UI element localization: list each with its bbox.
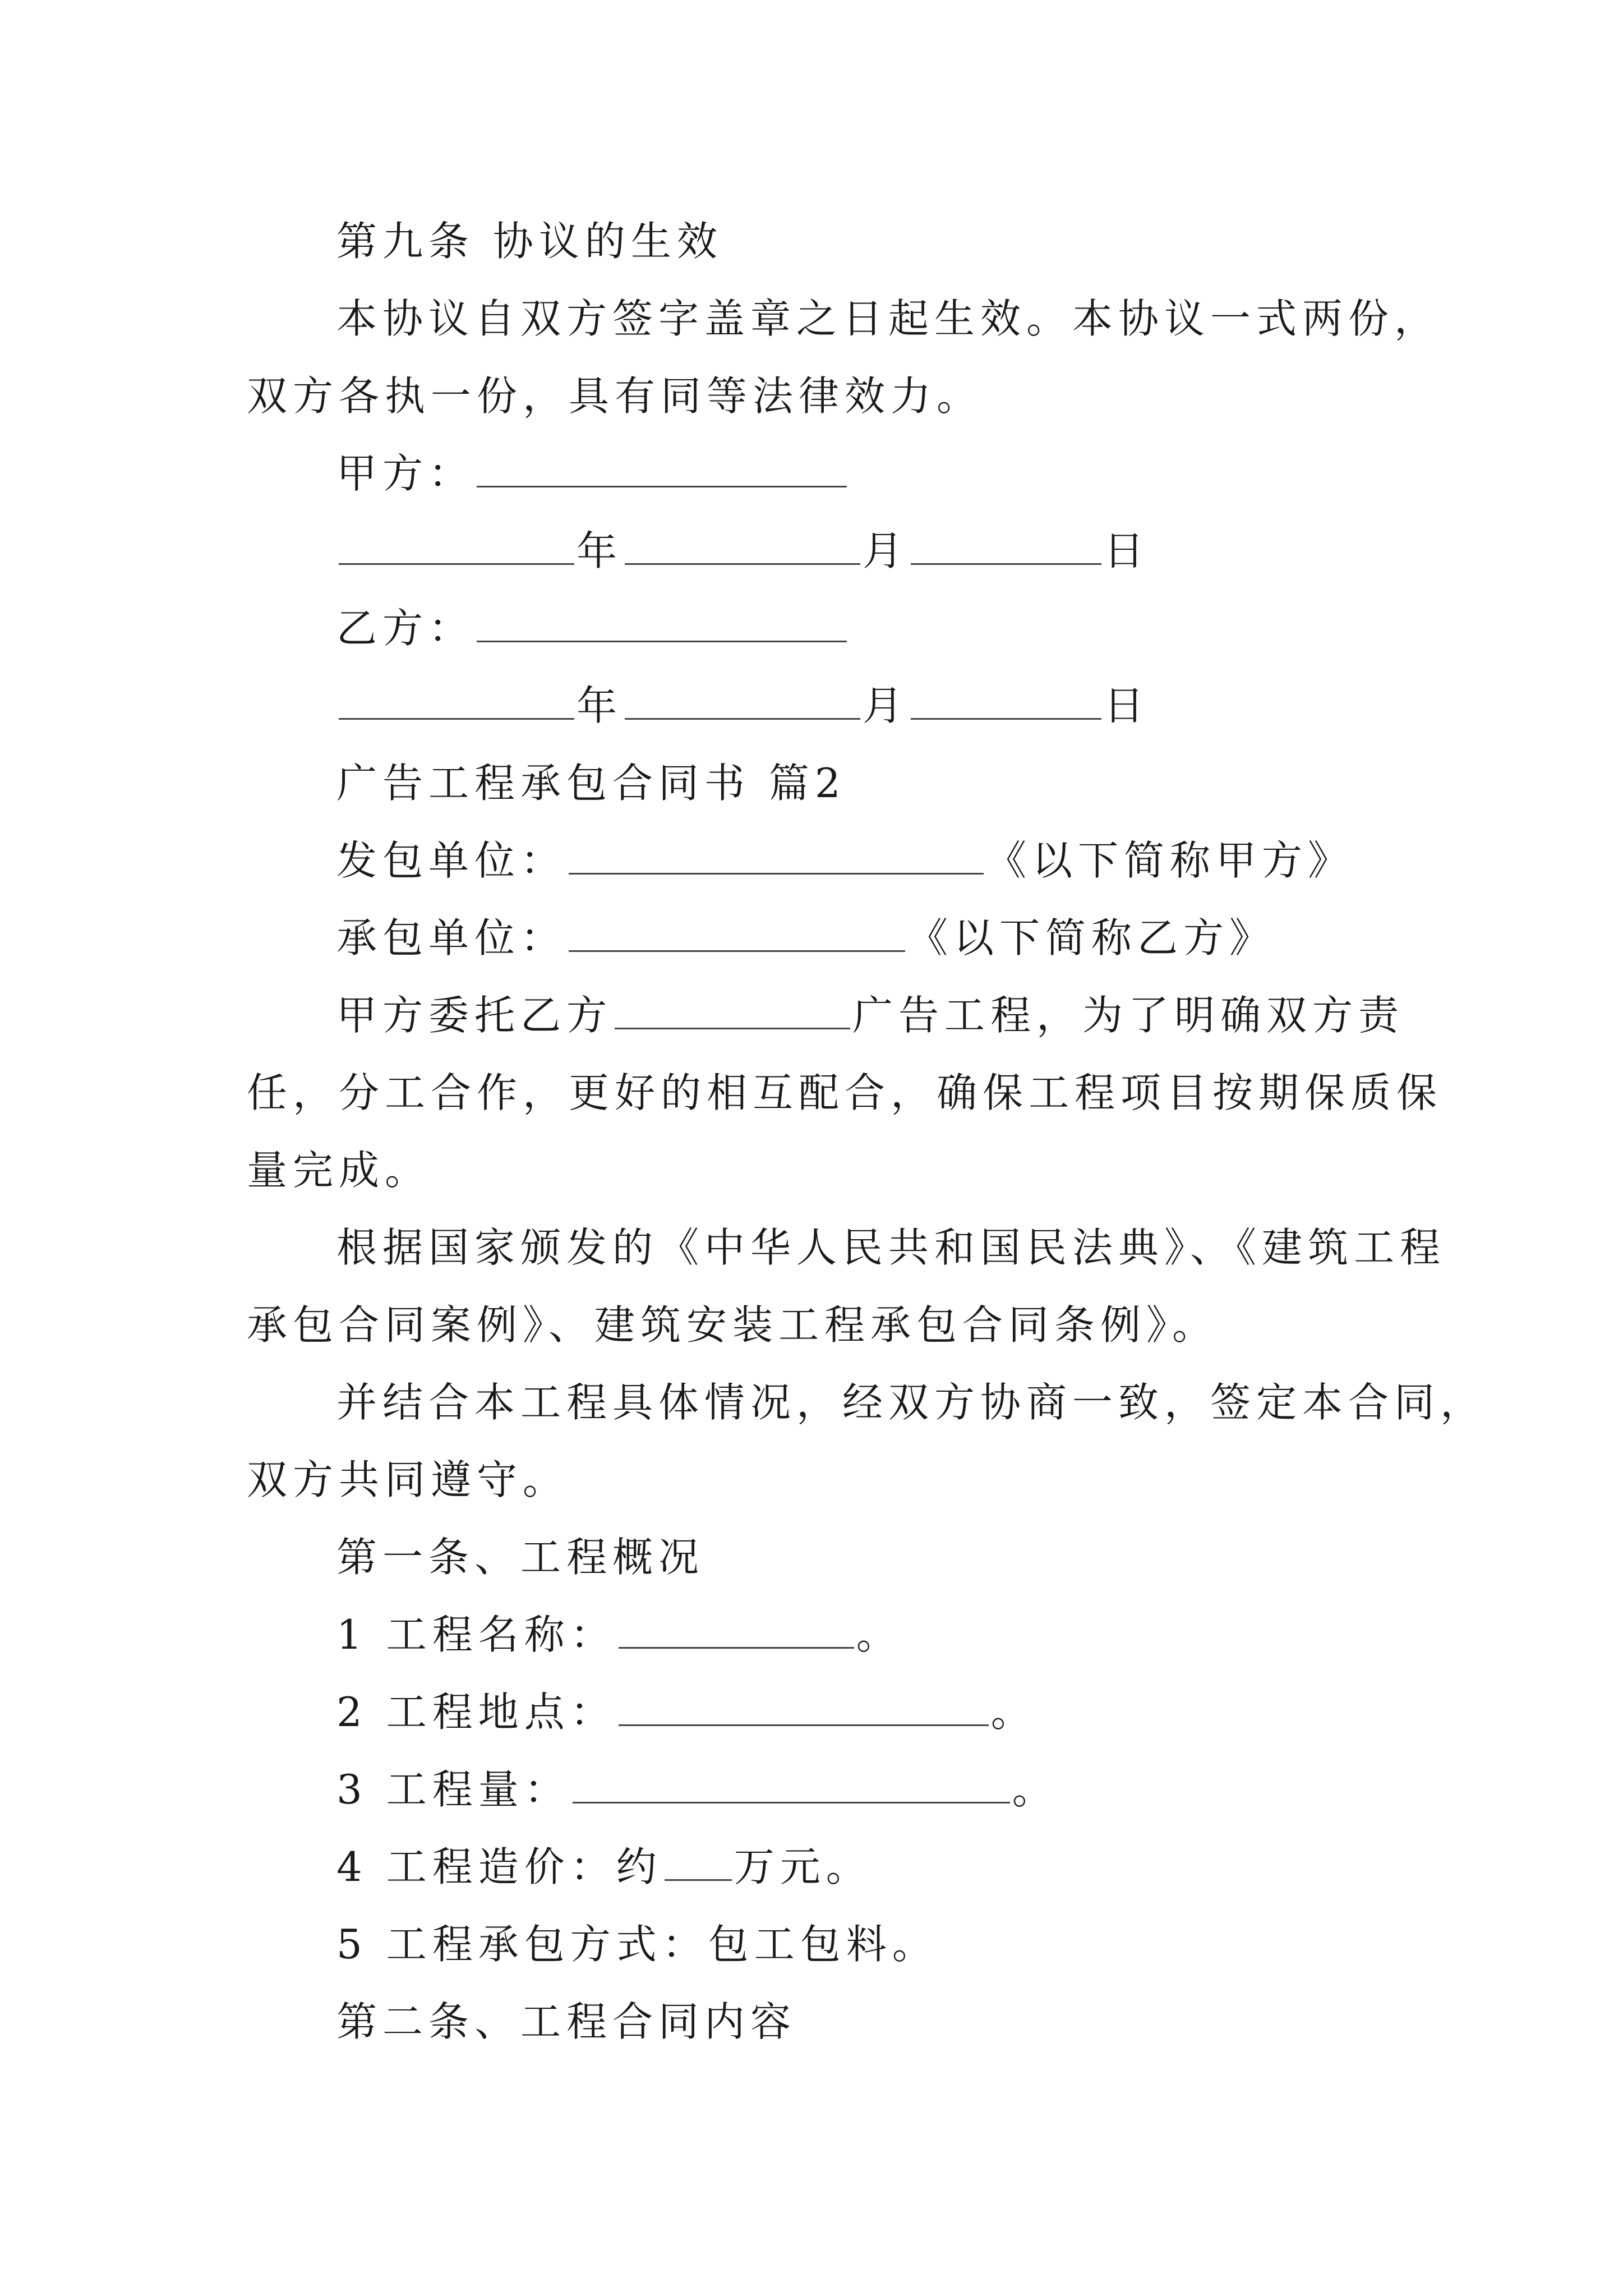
period: 。 (1012, 1766, 1058, 1813)
paragraph-text: 甲方委托乙方 (336, 992, 613, 1039)
contract-method-text: 5 工程承包方式：包工包料。 (336, 1921, 938, 1968)
day-blank[interactable] (911, 684, 1101, 720)
paragraph-line (247, 1452, 1413, 1508)
project-name-blank[interactable] (619, 1613, 854, 1649)
paragraph-text: 根据国家颁发的《中华人民共和国民法典》、《建筑工程 (336, 1224, 1446, 1271)
year-label: 年 (577, 682, 623, 729)
month-blank[interactable] (625, 530, 860, 565)
contract-title-text: 广告工程承包合同书 篇2 (336, 760, 846, 807)
paragraph-text: 承包合同案例》、建筑安装工程承包合同条例》。 (247, 1301, 1219, 1349)
contractor-line (336, 910, 1413, 966)
project-location-blank[interactable] (619, 1691, 989, 1726)
contractor-label: 承包单位： (336, 914, 567, 961)
paragraph-line (336, 987, 1413, 1043)
project-name-label: 1 工程名称： (336, 1611, 616, 1658)
project-location-line (336, 1684, 1413, 1740)
party-a-signature-line (336, 445, 1413, 501)
month-label: 月 (863, 527, 909, 574)
paragraph-text: 量完成。 (247, 1147, 431, 1194)
period: 。 (990, 1688, 1037, 1736)
project-cost-unit: 万元。 (734, 1843, 872, 1890)
paragraph-text: 任，分工合作，更好的相互配合，确保工程项目按期保质保 (247, 1069, 1443, 1116)
project-cost-line (336, 1839, 1413, 1895)
paragraph-text: 双方共同遵守。 (247, 1456, 569, 1503)
heading-text: 第九条 协议的生效 (336, 218, 723, 265)
contractor-blank[interactable] (569, 917, 905, 952)
heading-text: 第二条、工程合同内容 (336, 1998, 797, 2045)
paragraph-line (336, 1220, 1446, 1276)
paragraph-text: 并结合本工程具体情况，经双方协商一致，签定本合同， (336, 1379, 1487, 1426)
party-b-date-line (336, 678, 1413, 734)
article-one-heading (336, 1529, 1413, 1585)
paragraph-line (336, 291, 1441, 347)
project-cost-label: 4 工程造价：约 (336, 1843, 662, 1890)
party-a-date-line (336, 523, 1413, 579)
employer-line (336, 832, 1413, 889)
project-quantity-line (336, 1761, 1413, 1818)
heading-text: 第一条、工程概况 (336, 1534, 705, 1581)
party-b-blank[interactable] (477, 607, 847, 642)
paragraph-text: 双方各执一份，具有同等法律效力。 (247, 372, 983, 420)
project-blank[interactable] (615, 994, 850, 1029)
article-nine-heading (336, 213, 1413, 269)
day-label: 日 (1104, 682, 1150, 729)
party-b-signature-line (336, 600, 1413, 656)
employer-note: 《以下简称甲方》 (986, 837, 1354, 884)
period: 。 (856, 1611, 902, 1658)
party-a-blank[interactable] (477, 452, 847, 487)
year-blank[interactable] (339, 684, 574, 720)
paragraph-line (247, 1065, 1443, 1121)
party-a-label: 甲方： (336, 450, 475, 497)
contract-title (336, 755, 1413, 811)
project-quantity-label: 3 工程量： (336, 1766, 570, 1813)
day-label: 日 (1104, 527, 1150, 574)
article-two-heading (336, 1994, 1413, 2050)
paragraph-line (247, 1142, 1413, 1198)
employer-label: 发包单位： (336, 837, 567, 884)
year-label: 年 (577, 527, 623, 574)
project-cost-blank[interactable] (665, 1846, 732, 1881)
paragraph-text: 本协议自双方签字盖章之日起生效。本协议一式两份， (336, 295, 1441, 342)
paragraph-line (336, 1374, 1487, 1430)
month-label: 月 (863, 682, 909, 729)
day-blank[interactable] (911, 530, 1101, 565)
party-b-label: 乙方： (336, 605, 475, 652)
paragraph-text: 广告工程，为了明确双方责 (852, 992, 1405, 1039)
contractor-note: 《以下简称乙方》 (907, 914, 1276, 961)
project-location-label: 2 工程地点： (336, 1688, 616, 1736)
paragraph-line (247, 368, 1413, 424)
year-blank[interactable] (339, 530, 574, 565)
month-blank[interactable] (625, 684, 860, 720)
project-name-line (336, 1607, 1413, 1663)
paragraph-line (247, 1297, 1413, 1353)
project-quantity-blank[interactable] (573, 1768, 1010, 1803)
contract-method-line (336, 1916, 1413, 1972)
employer-blank[interactable] (569, 839, 984, 875)
